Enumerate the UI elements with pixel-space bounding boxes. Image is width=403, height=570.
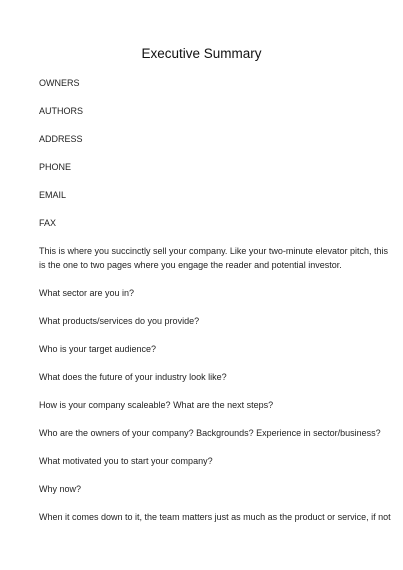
question-industry-future: What does the future of your industry look like?: [39, 372, 227, 382]
field-owners: OWNERS: [39, 78, 80, 88]
question-scaleable: How is your company scaleable? What are the next steps?: [39, 400, 274, 410]
field-address: ADDRESS: [39, 134, 83, 144]
field-phone: PHONE: [39, 162, 72, 172]
field-authors: AUTHORS: [39, 106, 84, 116]
question-motivation: What motivated you to start your company?: [39, 456, 213, 466]
question-audience: Who is your target audience?: [39, 344, 157, 354]
question-products: What products/services do you provide?: [39, 316, 200, 326]
question-owners: Who are the owners of your company? Backgrounds? Experience in sector/business?: [39, 428, 381, 438]
field-fax: FAX: [39, 218, 57, 228]
field-email: EMAIL: [39, 190, 67, 200]
intro-line-1: This is where you succinctly sell your company. Like your two-minute elevator pitch, this: [39, 246, 388, 256]
document-title: Executive Summary: [141, 46, 262, 61]
intro-line-2: is the one to two pages where you engage the reader and potential investor.: [39, 260, 342, 270]
question-team: When it comes down to it, the team matters just as much as the product or service, if not: [39, 512, 391, 522]
question-why-now: Why now?: [39, 484, 82, 494]
question-sector: What sector are you in?: [39, 288, 135, 298]
